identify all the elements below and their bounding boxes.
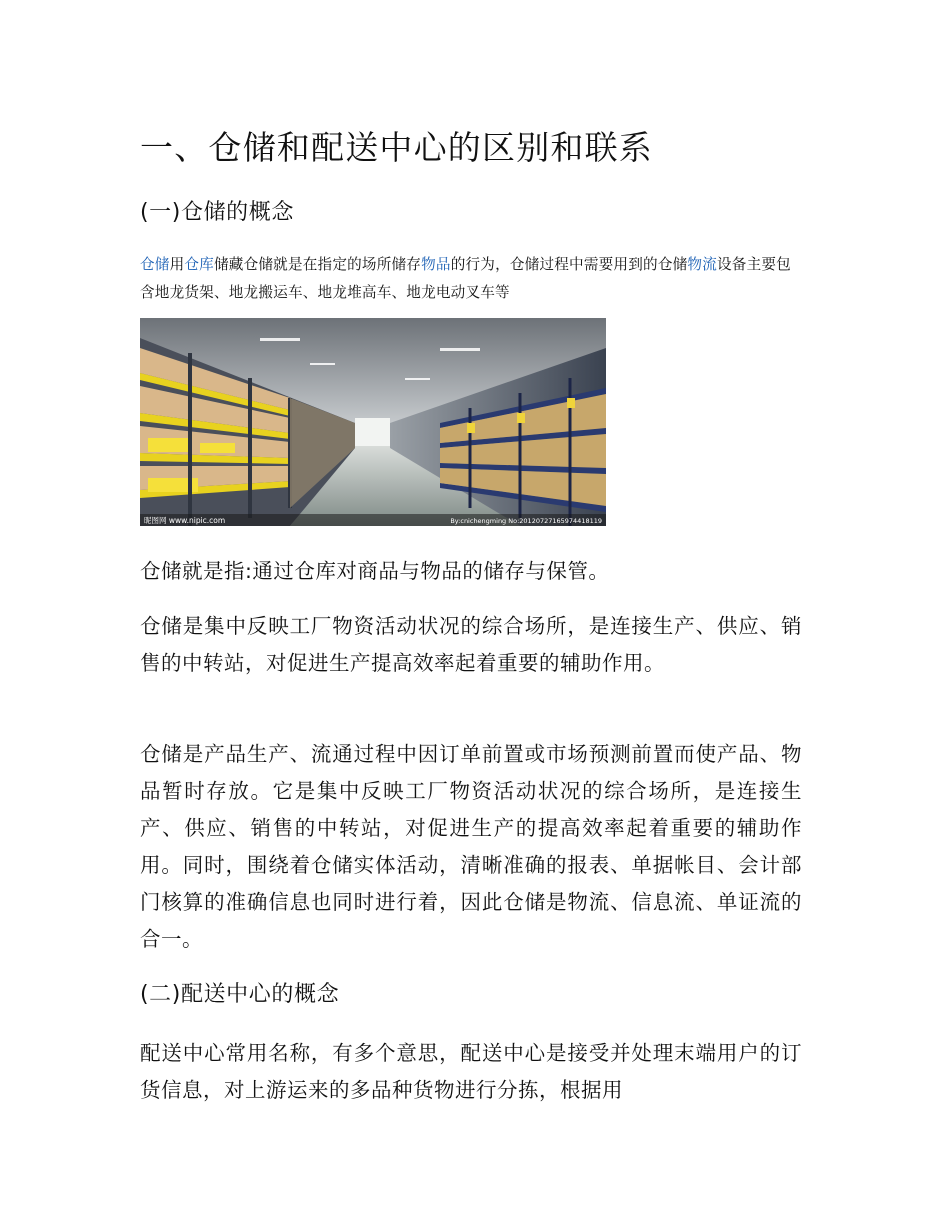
paragraph-4: 配送中心常用名称，有多个意思，配送中心是接受并处理末端用户的订货信息，对上游运来的多品种货物进行分拣，根据用 (140, 1041, 802, 1102)
link-cangchu[interactable]: 仓储 (140, 256, 170, 273)
link-wupin[interactable]: 物品 (421, 256, 451, 273)
intro-text-3: 的行为，仓储过程中需要用到的仓储 (450, 256, 688, 273)
photo-caption-right: By:cnichengming No:20120727165974418119 (450, 517, 602, 525)
intro-text-4: 设备主要包含地龙货架、地龙搬运车、地龙堆高车、地龙电动叉车等 (140, 256, 791, 301)
intro-text-2: 储藏仓储就是在指定的场所储存 (213, 256, 422, 273)
paragraph-1: 仓储就是指:通过仓库对商品与物品的储存与保管。 (140, 559, 610, 583)
section-1-title: (一)仓储的概念 (140, 200, 294, 225)
link-cangku[interactable]: 仓库 (184, 256, 214, 273)
intro-text-1: 用 (169, 256, 185, 273)
warehouse-photo (140, 318, 606, 526)
section-2-title: (二)配送中心的概念 (140, 982, 340, 1007)
intro-paragraph (140, 251, 802, 307)
paragraph-2: 仓储是集中反映工厂物资活动状况的综合场所，是连接生产、供应、销售的中转站，对促进生产提高效率起着重要的辅助作用。 (140, 614, 802, 675)
photo-caption-left: 昵图网 www.nipic.com (144, 516, 226, 525)
paragraph-3: 仓储是产品生产、流通过程中因订单前置或市场预测前置而使产品、物品暂时存放。它是集中反映工厂物资活动状况的综合场所，是连接生产、供应、销售的中转站，对促进生产的提高效率起着重要的辅助作用。同时，围绕着仓储实体活动，清晰准确的报表、单据帐目、会计部门核算的准确信息也同时进行着，因此仓储是物流、信息流、单证流的合一。 (140, 742, 802, 951)
heading-1: 一、仓储和配送中心的区别和联系 (140, 128, 653, 167)
link-wuliu[interactable]: 物流 (687, 256, 717, 273)
